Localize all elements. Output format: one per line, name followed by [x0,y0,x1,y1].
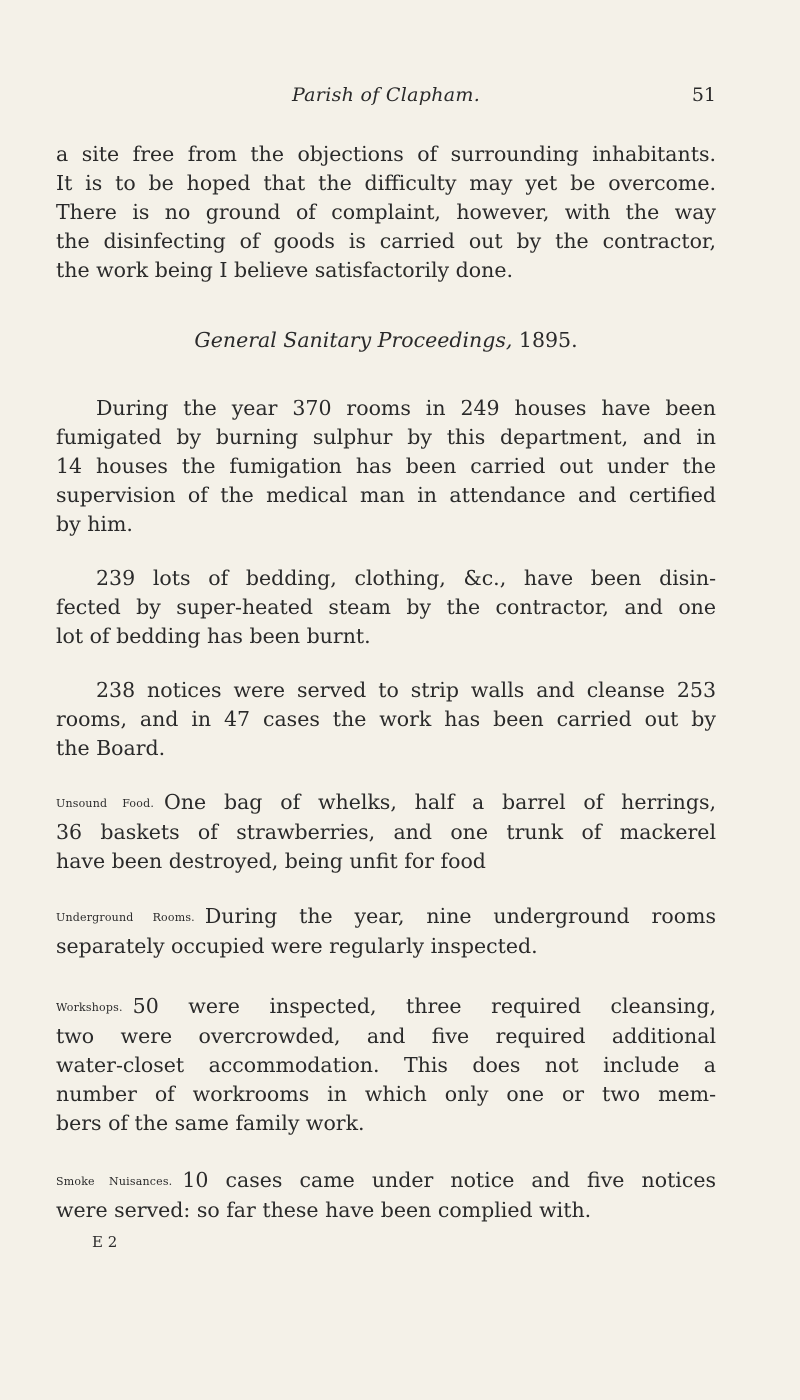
page-header [56,84,716,114]
text-line [56,1166,716,1196]
text-line [56,992,716,1022]
intro-paragraph [56,140,716,285]
text-line: have been destroyed, being unfit for food [56,849,486,873]
text-line-content: During the year, nine underground rooms [204,904,717,928]
text-line: 36 baskets of strawberries, and one trunk of mackerel [56,820,716,844]
text-line: water-closet accommodation. This does not include a [56,1053,716,1077]
text-line: During the year 370 rooms in 249 houses have been [96,396,716,420]
text-line: 239 lots of bedding, clothing, &c., have been disin- [96,566,716,590]
text-line: were served: so far these have been complied with. [56,1198,592,1222]
text-line: 238 notices were served to strip walls and cleanse 253 [96,678,716,702]
text-line: bers of the same family work. [56,1111,365,1135]
workshops-paragraph [56,992,716,1138]
text-line: the Board. [56,736,166,760]
text-line-content: One bag of whelks, half a barrel of herrings, [164,790,716,814]
unsound-food-paragraph [56,788,716,876]
text-line: a site free from the objections of surrounding inhabitants. [56,142,716,166]
signature-mark: E 2 [92,1233,118,1251]
text-line: by him. [56,512,133,536]
bedding-paragraph [56,564,716,651]
fumigation-paragraph [56,394,716,539]
section-heading-year: 1895. [512,328,578,352]
text-line: It is to be hoped that the difficulty may yet be overcome. [56,171,716,195]
text-line-content: 10 cases came under notice and five notices [182,1168,716,1192]
text-line-content: 50 were inspected, three required cleansing, [132,994,716,1018]
text-line: separately occupied were regularly inspected. [56,934,538,958]
section-heading [56,328,716,352]
side-label-workshops: Workshops. [56,1001,123,1014]
text-line: 14 houses the fumigation has been carried out under the [56,454,716,478]
notices-paragraph [56,676,716,763]
side-label-underground-rooms: Underground Rooms. [56,911,195,924]
text-line: fected by super-heated steam by the contractor, and one [56,595,716,619]
text-line: the disinfecting of goods is carried out by the contractor, [56,229,716,253]
text-line: the work being I believe satisfactorily done. [56,258,513,282]
text-line: two were overcrowded, and five required additional [56,1024,716,1048]
text-line: There is no ground of complaint, however, with the way [56,200,716,224]
section-heading-title: General Sanitary Proceedings, [194,328,513,352]
text-line: lot of bedding has been burnt. [56,624,371,648]
side-label-unsound-food: Unsound Food. [56,797,155,810]
side-label-smoke-nuisances: Smoke Nuisances. [56,1175,173,1188]
text-line [56,788,716,818]
running-title: Parish of Clapham. [291,84,481,106]
text-line: rooms, and in 47 cases the work has been carried out by [56,707,716,731]
text-line: fumigated by burning sulphur by this department, and in [56,425,716,449]
text-line [56,902,716,932]
page-number: 51 [691,84,716,106]
text-line: supervision of the medical man in attendance and certified [56,483,716,507]
underground-rooms-paragraph [56,902,716,961]
text-line: number of workrooms in which only one or two mem- [56,1082,716,1106]
smoke-nuisances-paragraph [56,1166,716,1225]
